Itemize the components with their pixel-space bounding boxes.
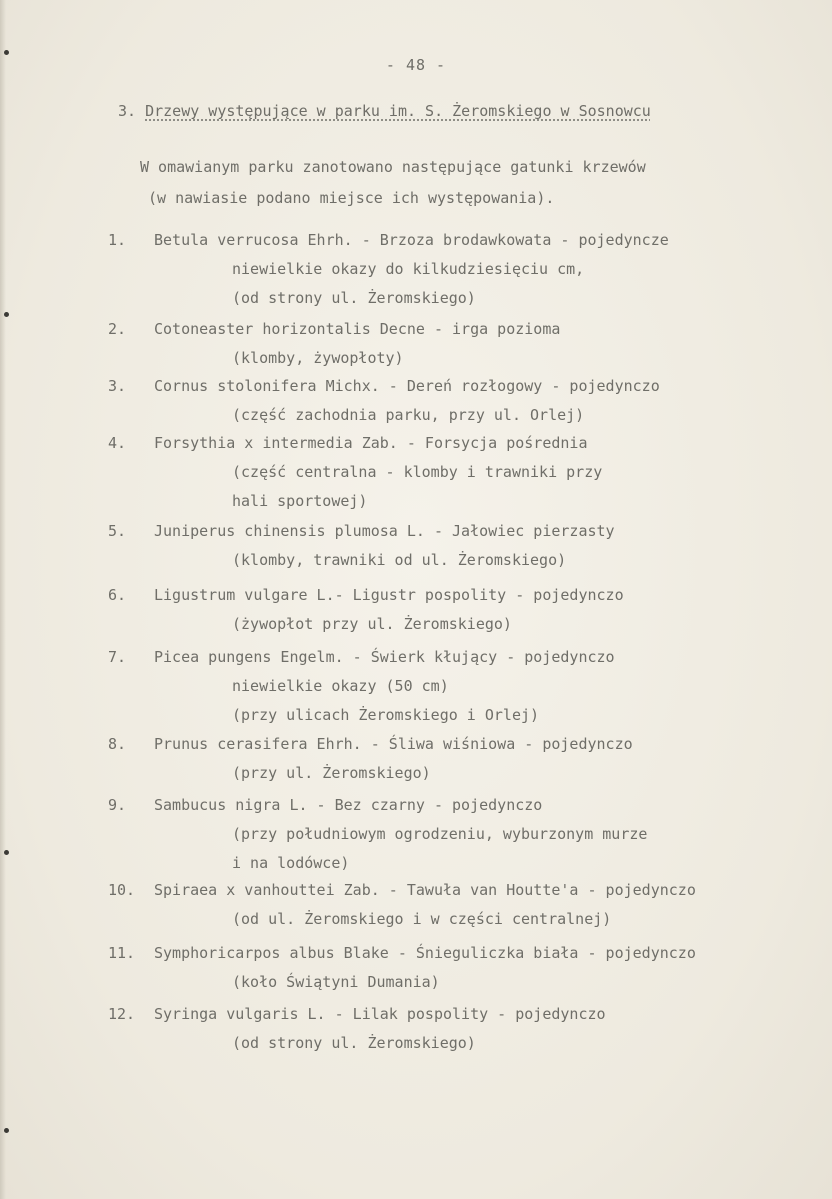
entry-number: 5. bbox=[108, 522, 127, 540]
entry-note: (żywopłot przy ul. Żeromskiego) bbox=[232, 615, 512, 633]
entry-text: Betula verrucosa Ehrh. - Brzoza brodawkowata - pojedyncze bbox=[154, 231, 669, 249]
entry-note: (część centralna - klomby i trawniki przy bbox=[232, 463, 603, 481]
entry-text: Cotoneaster horizontalis Decne - irga pozioma bbox=[154, 320, 561, 338]
punch-hole bbox=[4, 850, 9, 855]
list-item bbox=[108, 730, 788, 788]
section-title: Drzewy występujące w parku im. S. Żeromskiego w Sosnowcu bbox=[145, 102, 651, 120]
list-item bbox=[108, 429, 788, 516]
page-edge bbox=[0, 0, 6, 1199]
entry-note: (przy ul. Żeromskiego) bbox=[232, 764, 431, 782]
entry-note: (od strony ul. Żeromskiego) bbox=[232, 289, 476, 307]
entry-main-line bbox=[108, 315, 788, 344]
entry-main-line bbox=[108, 730, 788, 759]
intro-line: W omawianym parku zanotowano następujące gatunki krzewów bbox=[140, 158, 646, 176]
punch-hole bbox=[4, 1128, 9, 1133]
entry-main-line bbox=[108, 226, 788, 255]
entry-text: Ligustrum vulgare L.- Ligustr pospolity - pojedynczo bbox=[154, 586, 624, 604]
entry-number: 12. bbox=[108, 1005, 136, 1023]
entry-text: Picea pungens Engelm. - Świerk kłujący - pojedynczo bbox=[154, 648, 615, 666]
entry-main-line bbox=[108, 643, 788, 672]
entry-main-line bbox=[108, 1000, 788, 1029]
entry-text: Symphoricarpos albus Blake - Śnieguliczka biała - pojedynczo bbox=[154, 944, 696, 962]
entry-number: 9. bbox=[108, 796, 127, 814]
list-item bbox=[108, 1000, 788, 1058]
entry-number: 1. bbox=[108, 231, 127, 249]
entry-number: 11. bbox=[108, 944, 136, 962]
entry-note: i na lodówce) bbox=[232, 854, 350, 872]
entry-note: (koło Świątyni Dumania) bbox=[232, 973, 440, 991]
list-item bbox=[108, 876, 788, 934]
entry-main-line bbox=[108, 429, 788, 458]
entry-note: (przy południowym ogrodzeniu, wyburzonym murze bbox=[232, 825, 648, 843]
entry-note: (klomby, żywopłoty) bbox=[232, 349, 404, 367]
list-item bbox=[108, 315, 788, 373]
entry-number: 2. bbox=[108, 320, 127, 338]
entry-main-line bbox=[108, 876, 788, 905]
intro-line: (w nawiasie podano miejsce ich występowania). bbox=[148, 189, 555, 207]
entry-note: (część zachodnia parku, przy ul. Orlej) bbox=[232, 406, 585, 424]
entry-text: Prunus cerasifera Ehrh. - Śliwa wiśniowa - pojedynczo bbox=[154, 735, 633, 753]
entry-main-line bbox=[108, 517, 788, 546]
entry-number: 6. bbox=[108, 586, 127, 604]
entry-note: (od strony ul. Żeromskiego) bbox=[232, 1034, 476, 1052]
list-item bbox=[108, 226, 788, 313]
list-item bbox=[108, 939, 788, 997]
entry-number: 10. bbox=[108, 881, 136, 899]
punch-hole bbox=[4, 312, 9, 317]
entry-text: Cornus stolonifera Michx. - Dereń rozłogowy - pojedynczo bbox=[154, 377, 660, 395]
list-item bbox=[108, 581, 788, 639]
entry-text: Syringa vulgaris L. - Lilak pospolity - pojedynczo bbox=[154, 1005, 606, 1023]
entry-note: niewielkie okazy do kilkudziesięciu cm, bbox=[232, 260, 585, 278]
list-item bbox=[108, 517, 788, 575]
punch-hole bbox=[4, 50, 9, 55]
entry-text: Sambucus nigra L. - Bez czarny - pojedynczo bbox=[154, 796, 543, 814]
section-number: 3. bbox=[118, 102, 137, 120]
entry-main-line bbox=[108, 372, 788, 401]
entry-number: 7. bbox=[108, 648, 127, 666]
page-number: - 48 - bbox=[385, 56, 447, 74]
entry-text: Forsythia x intermedia Zab. - Forsycja pośrednia bbox=[154, 434, 588, 452]
entry-number: 3. bbox=[108, 377, 127, 395]
entry-number: 4. bbox=[108, 434, 127, 452]
entry-note: (klomby, trawniki od ul. Żeromskiego) bbox=[232, 551, 567, 569]
list-item bbox=[108, 372, 788, 430]
list-item bbox=[108, 643, 788, 730]
entry-note: (przy ulicach Żeromskiego i Orlej) bbox=[232, 706, 540, 724]
entry-note: (od ul. Żeromskiego i w części centralnej) bbox=[232, 910, 612, 928]
entry-text: Juniperus chinensis plumosa L. - Jałowiec pierzasty bbox=[154, 522, 615, 540]
entry-note: niewielkie okazy (50 cm) bbox=[232, 677, 449, 695]
list-item bbox=[108, 791, 788, 878]
entry-note: hali sportowej) bbox=[232, 492, 368, 510]
entry-main-line bbox=[108, 939, 788, 968]
intro-paragraph bbox=[118, 152, 768, 214]
section-heading bbox=[118, 102, 758, 120]
entry-main-line bbox=[108, 791, 788, 820]
entry-number: 8. bbox=[108, 735, 127, 753]
entry-text: Spiraea x vanhouttei Zab. - Tawuła van Houtte'a - pojedynczo bbox=[154, 881, 696, 899]
entry-main-line bbox=[108, 581, 788, 610]
